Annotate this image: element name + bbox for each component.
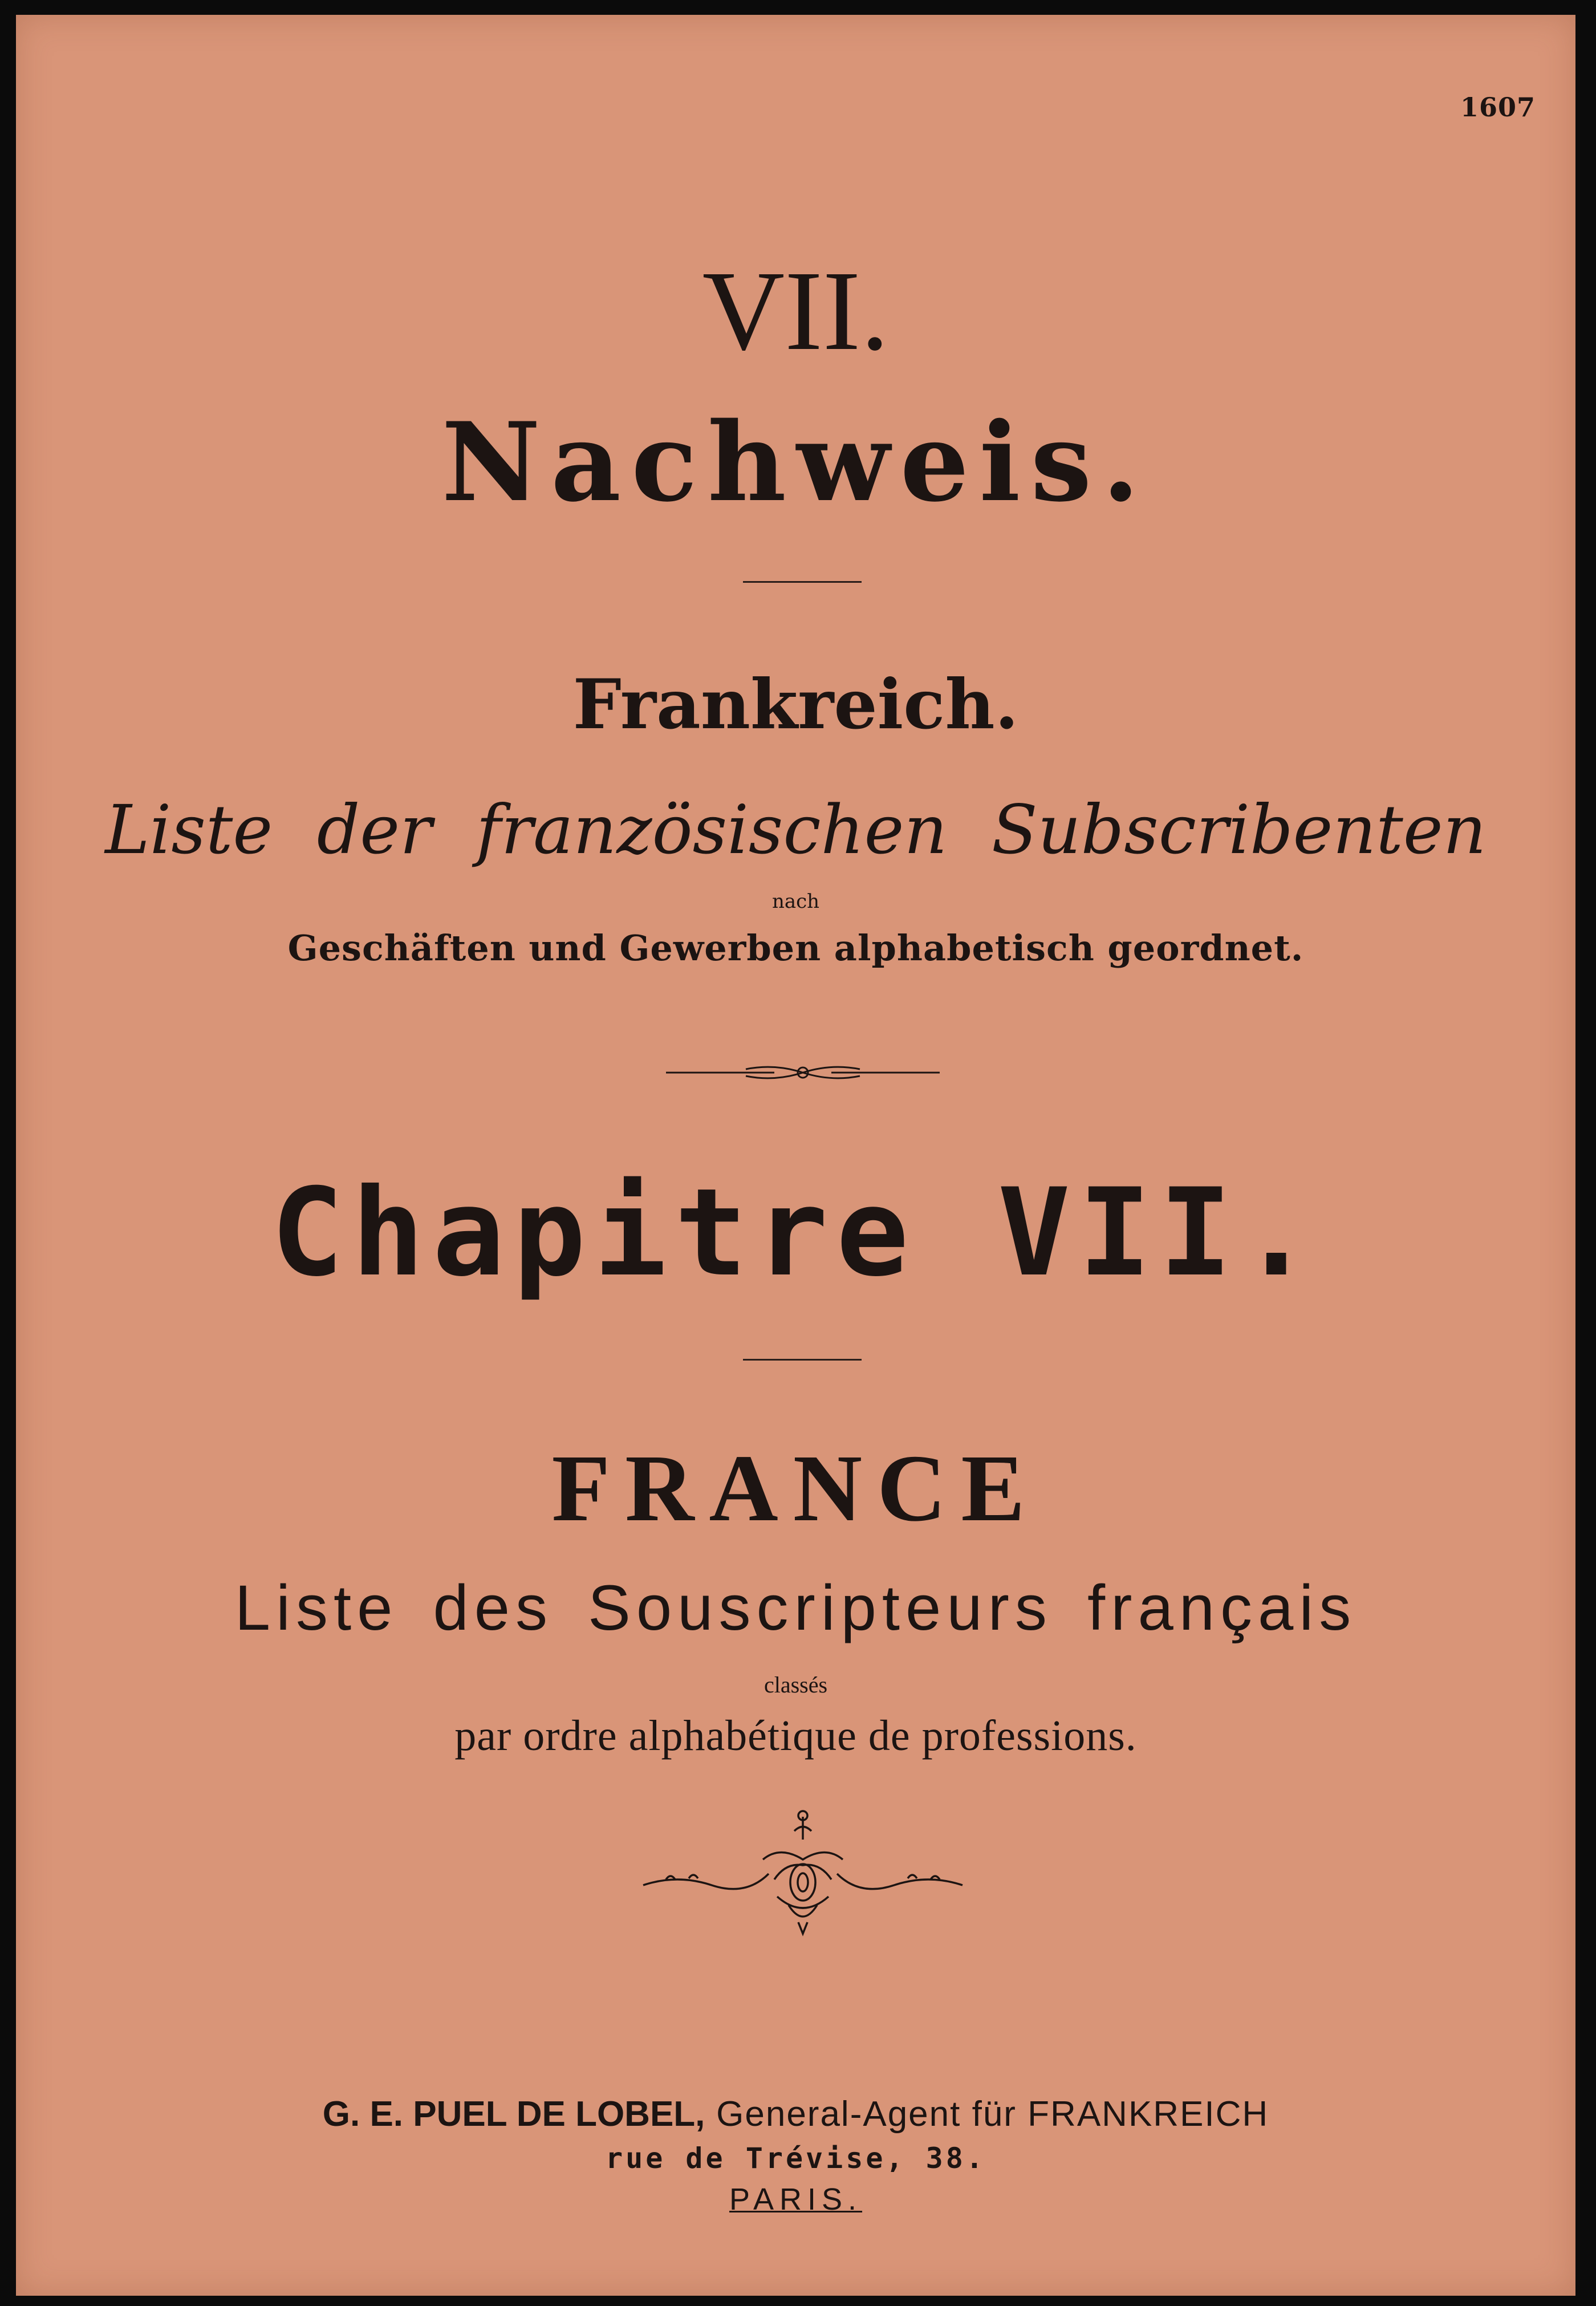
french-conjunction: classés [764, 1672, 828, 1698]
german-conjunction: nach [771, 890, 820, 913]
publisher-line [16, 2096, 1575, 2132]
german-heading: Nachweis. [441, 399, 1150, 526]
divider-rule [743, 1359, 862, 1361]
publisher-city: PARIS. [729, 2182, 863, 2216]
page-number: 1607 [1460, 92, 1536, 123]
french-subtitle: Liste des Souscripteurs français [234, 1572, 1357, 1643]
french-chapter-title: Chapitre VII. [270, 1162, 1321, 1303]
document-page [16, 15, 1575, 2296]
publisher-street: rue de Trévise, 38. [606, 2142, 986, 2175]
flourish-divider-icon [660, 1061, 945, 1084]
german-country-title: Frankreich. [572, 664, 1019, 745]
publisher-name: G. E. PUEL DE LOBEL, [322, 2094, 705, 2134]
divider-rule [743, 581, 862, 583]
french-country-title: FRANCE [551, 1435, 1040, 1541]
german-subtitle-line-2: Geschäften und Gewerben alphabetisch geordnet. [287, 927, 1304, 969]
publisher-role: General-Agent für FRANKREICH [716, 2094, 1269, 2134]
german-subtitle: Liste der französischen Subscribenten [105, 790, 1487, 869]
chapter-roman-numeral: VII. [702, 248, 890, 374]
french-subtitle-line-2: par ordre alphabétique de professions. [454, 1712, 1137, 1760]
decorative-ornament-icon [632, 1805, 974, 1942]
